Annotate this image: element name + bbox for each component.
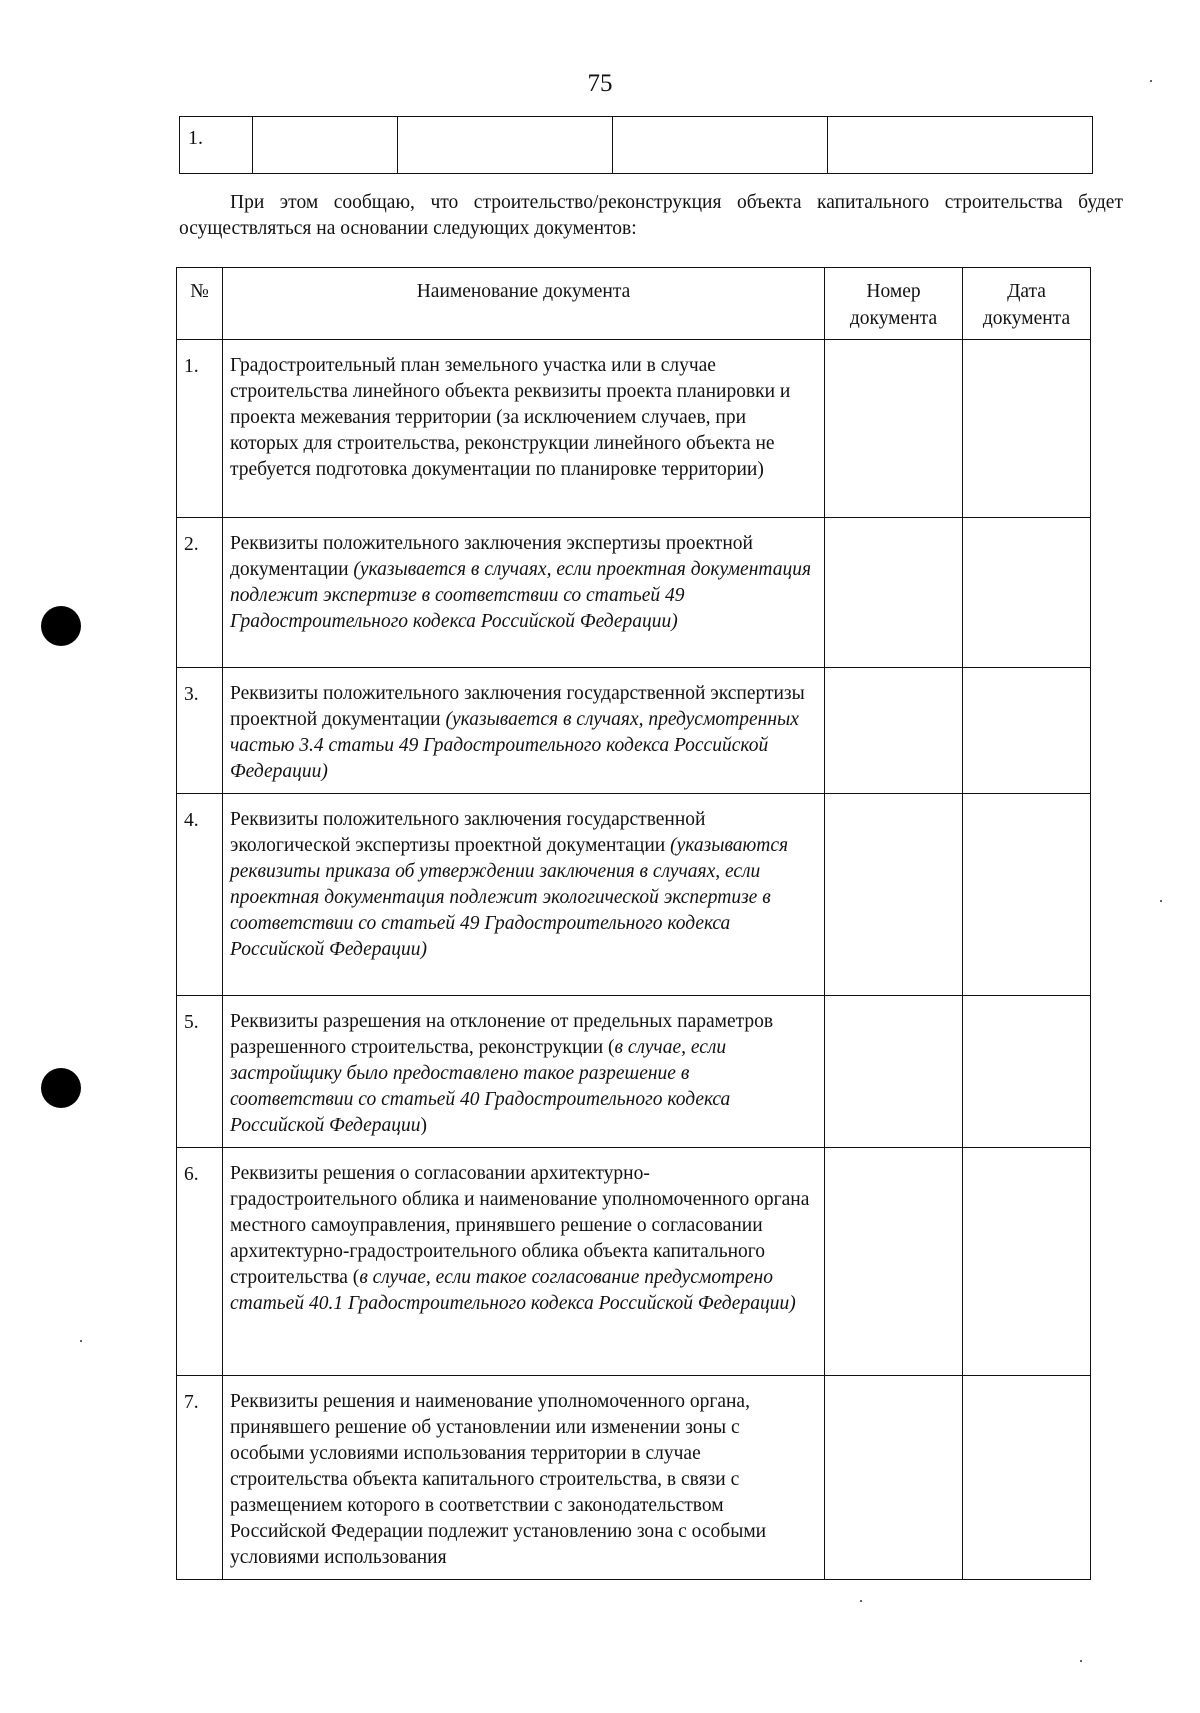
scan-speck: [860, 1600, 862, 1602]
row-document-name: [223, 668, 825, 794]
row-note: в случае, если такое согласование предусмотрено статьей 40.1 Градостроительного кодекса Российской Федерации): [230, 1267, 796, 1314]
doc-date-cell: [963, 1376, 1091, 1580]
doc-number-cell: [825, 668, 963, 794]
header-doc-date: Дата документа: [963, 268, 1091, 340]
doc-number-cell: [825, 996, 963, 1148]
row-text: Градостроительный план земельного участка или в случае строительства линейного объекта реквизиты проекта планировки и проекта межевания территории (за исключением случаев, при которых для строительства, реконструкции линейного объекта не требуется подготовка документации по планировке территории): [230, 355, 791, 480]
row-text: Реквизиты положительного заключения экспертизы проектной документации: [230, 533, 753, 580]
header-row: [177, 268, 1091, 340]
row-number: 7.: [177, 1376, 223, 1580]
row-document-name: [223, 340, 825, 518]
documents-table: [176, 267, 1091, 1580]
header-number: №: [177, 268, 223, 340]
header-name: Наименование документа: [223, 268, 825, 340]
table-row: [177, 1376, 1091, 1580]
row-number: 1.: [177, 340, 223, 518]
doc-number-cell: [825, 518, 963, 668]
row-note: (указываются реквизиты приказа об утверждении заключения в случаях, если проектная документация подлежит экологической экспертизе в соответствии со статьей 49 Градостроительного кодекса Российской Федерации): [230, 835, 789, 960]
doc-date-cell: [963, 668, 1091, 794]
table-row: [177, 668, 1091, 794]
table-row: [177, 1148, 1091, 1376]
row-number: 3.: [177, 668, 223, 794]
empty-cell: [828, 117, 1093, 174]
row-note: (указывается в случаях, предусмотренных частью 3.4 статьи 49 Градостроительного кодекса Российской Федерации): [230, 709, 799, 782]
scan-speck: [80, 1340, 82, 1342]
row-note: в случае, если застройщику было предоставлено такое разрешение в соответствии со статьей 40 Градостроительного кодекса Российской Федерации: [230, 1037, 731, 1136]
empty-cell: [398, 117, 613, 174]
page-number: 75: [587, 70, 613, 97]
row-text: Реквизиты положительного заключения государственной экологической экспертизы проектной документации: [230, 809, 706, 856]
continuation-table: [179, 116, 1093, 174]
doc-number-cell: [825, 340, 963, 518]
doc-number-cell: [825, 1148, 963, 1376]
row-note: (указывается в случаях, если проектная документация подлежит экспертизе в соответствии со статьей 49 Градостроительного кодекса Российской Федерации): [230, 559, 812, 632]
table-row: [177, 340, 1091, 518]
scan-speck: [1080, 1660, 1082, 1662]
empty-cell: [253, 117, 398, 174]
header-doc-number: Номер документа: [825, 268, 963, 340]
doc-number-cell: [825, 1376, 963, 1580]
row-text: Реквизиты решения о согласовании архитектурно-градостроительного облика и наименование уполномоченного органа местного самоуправления, принявшего решение о согласовании архитектурно-градостроительного облика объекта капитального строительства (: [230, 1163, 810, 1288]
row-document-name: [223, 794, 825, 996]
intro-paragraph: При этом сообщаю, что строительство/реконструкция объекта капитального строительства будет осуществляться на основании следующих документов:: [179, 192, 1123, 239]
doc-date-cell: [963, 794, 1091, 996]
scan-speck: [1160, 900, 1162, 902]
doc-date-cell: [963, 518, 1091, 668]
row-text: Реквизиты разрешения на отклонение от предельных параметров разрешенного строительства, реконструкции (: [230, 1011, 774, 1058]
punch-hole: [41, 606, 81, 646]
table-row: [180, 117, 1093, 174]
row-document-name: [223, 996, 825, 1148]
table-row: [177, 518, 1091, 668]
row-text: Реквизиты решения и наименование уполномоченного органа, принявшего решение об установлении или изменении зоны с особыми условиями использования территории в случае строительства объекта капитального строительства, в связи с размещением которого в соответствии с законодательством Российской Федерации подлежит установлению зона с особыми условиями использования: [230, 1391, 767, 1568]
doc-number-cell: [825, 794, 963, 996]
row-document-name: [223, 1376, 825, 1580]
row-text: Реквизиты положительного заключения государственной экспертизы проектной документации: [230, 683, 805, 730]
punch-hole: [41, 1068, 81, 1108]
row-number: 5.: [177, 996, 223, 1148]
row-number: 6.: [177, 1148, 223, 1376]
scan-speck: [1150, 80, 1152, 82]
table-row: [177, 996, 1091, 1148]
row-document-name: [223, 518, 825, 668]
row-document-name: [223, 1148, 825, 1376]
row-number: 2.: [177, 518, 223, 668]
empty-cell: [613, 117, 828, 174]
row-text-tail: ): [420, 1115, 428, 1136]
doc-date-cell: [963, 1148, 1091, 1376]
row-number: 4.: [177, 794, 223, 996]
table-row: [177, 794, 1091, 996]
doc-date-cell: [963, 340, 1091, 518]
row-number-cell: 1.: [180, 117, 253, 174]
doc-date-cell: [963, 996, 1091, 1148]
